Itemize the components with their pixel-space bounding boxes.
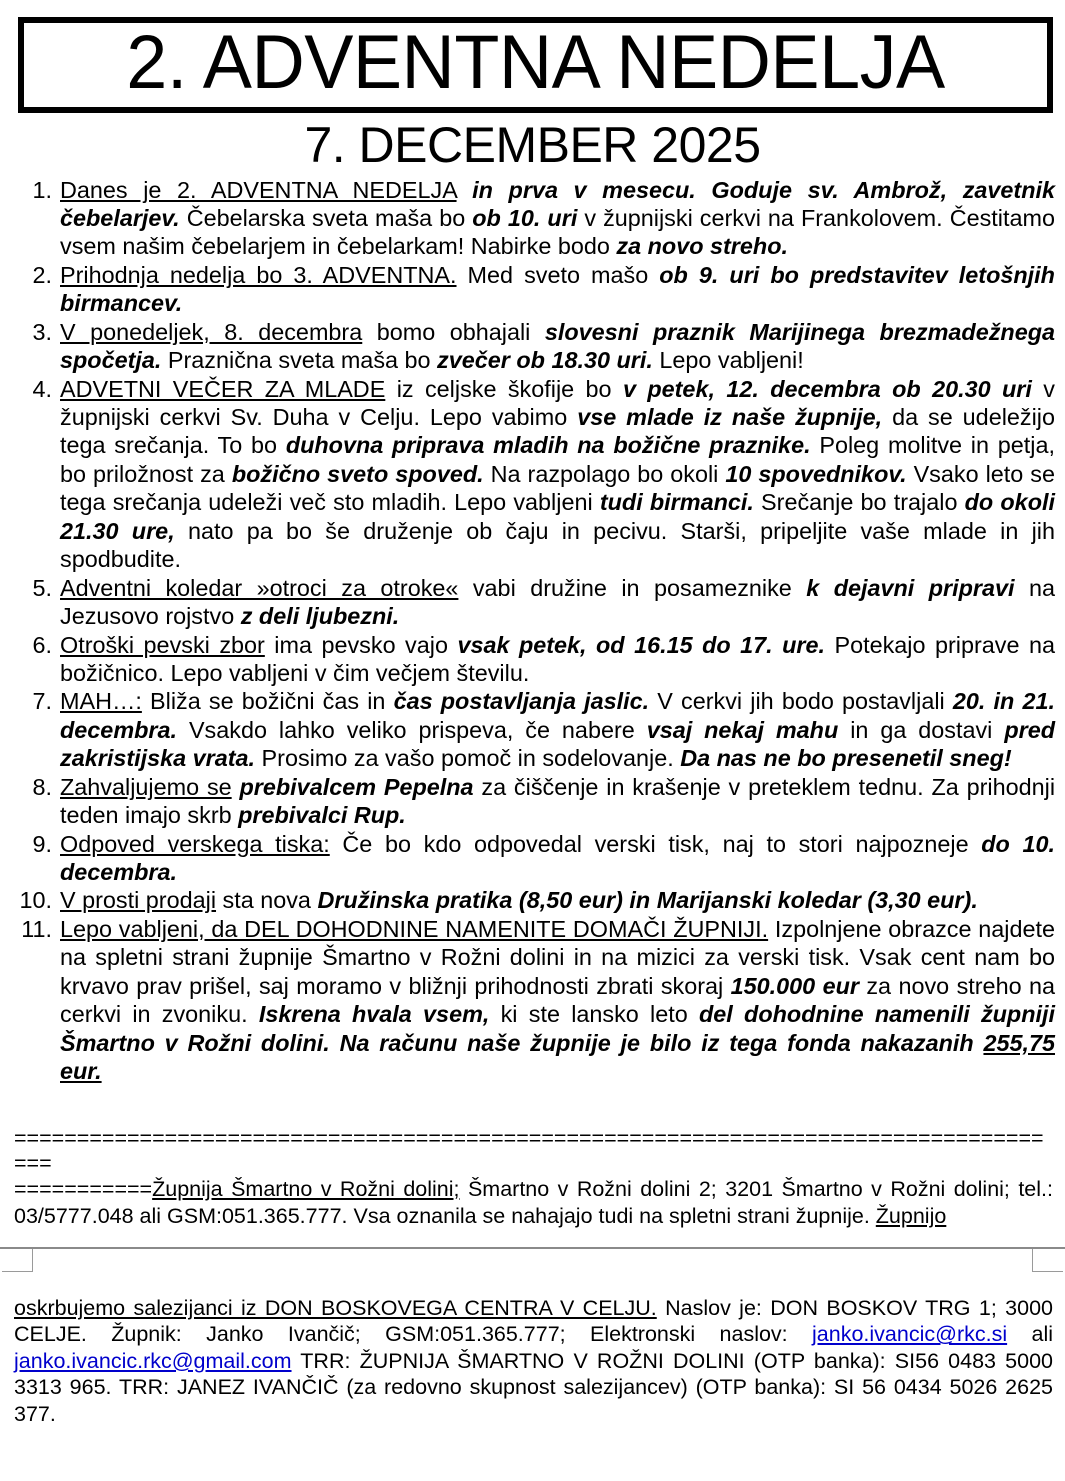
notice-segment: za čiščenje in krašenje v preteklem tednu. Za prihodnji teden imajo skrb bbox=[60, 773, 1056, 829]
notice-item bbox=[14, 687, 1055, 772]
separator-equals-line: ===================================================================================== bbox=[14, 1125, 1044, 1175]
notice-segment: do 10. decembra. bbox=[60, 830, 1056, 885]
notice-segment: MAH…: bbox=[60, 688, 142, 715]
notice-segment: Izpolnjene obrazce najdete na spletni strani župnije Šmartno v Rožni dolini in na mizici za verski tisk. Vsak cent nam bo krvavo prav prišel, saj moramo v bližnji prihodnosti zbrati skoraj bbox=[60, 915, 1056, 999]
notice-text bbox=[60, 375, 1055, 574]
notice-segment: slovesni praznik Marijinega brezmadežnega spočetja. bbox=[60, 318, 1055, 374]
notice-text bbox=[60, 687, 1055, 772]
notice-number: 5. bbox=[32, 574, 52, 601]
notice-number: 4. bbox=[32, 375, 52, 402]
notice-segment: Da nas ne bo presenetil sneg! bbox=[680, 745, 1012, 772]
notice-text bbox=[60, 574, 1055, 631]
notice-segment: 20. in 21. decembra. bbox=[60, 688, 1055, 743]
notice-segment bbox=[457, 177, 473, 203]
notice-segment: nato pa bo še druženje ob čaju in pecivu. Starši, pripeljite vaše mlade in jih spodbudite. bbox=[60, 517, 1055, 573]
notice-text bbox=[60, 886, 1055, 914]
notice-segment: Bliža se božični čas in bbox=[141, 688, 394, 715]
salesian-paragraph bbox=[14, 1295, 1053, 1428]
notice-segment: Lepo vabljeni! bbox=[652, 347, 804, 374]
page-break-marker bbox=[0, 1239, 1065, 1273]
footer-contact-block bbox=[14, 1126, 1053, 1230]
notice-item bbox=[14, 176, 1055, 261]
notice-segment: pred zakristijska vrata. bbox=[60, 716, 1055, 772]
notice-segment: del dohodnine namenili župniji Šmartno v Rožni dolini. Na računu naše župnije je bilo iz tega fonda nakazanih bbox=[60, 1001, 1056, 1056]
notice-item bbox=[14, 915, 1055, 1086]
notice-item bbox=[14, 318, 1055, 375]
notice-segment: v petek, 12. decembra ob 20.30 uri bbox=[622, 375, 1032, 402]
notice-item bbox=[14, 830, 1055, 887]
page-corner-mark-right bbox=[1032, 1249, 1063, 1272]
notice-segment: Družinska pratika (8,50 eur) in Marijanski koledar (3,30 eur). bbox=[317, 887, 978, 914]
notice-number: 11. bbox=[21, 915, 52, 942]
notice-item bbox=[14, 375, 1055, 574]
page-corner-mark-left bbox=[2, 1249, 33, 1272]
notice-segment: in prva v mesecu. Goduje sv. Ambrož, zavetnik čebelarjev. bbox=[60, 176, 1056, 231]
notice-segment: čas postavljanja jaslic. bbox=[393, 688, 650, 715]
notice-number: 9. bbox=[32, 830, 52, 857]
parish-contact-paragraph bbox=[14, 1176, 1053, 1229]
notice-segment: 150.000 eur bbox=[730, 972, 859, 999]
notice-number: 3. bbox=[32, 318, 52, 345]
parish-address: Šmartno v Rožni dolini 2; 3201 Šmartno v Rožni dolini; tel.: 03/5777.048 ali GSM:051.365.777. Vsa oznanila se nahajajo tudi na spletni strani župnije. bbox=[14, 1177, 1053, 1228]
notice-segment: Zahvaljujemo se bbox=[60, 773, 232, 800]
announcement-page bbox=[0, 17, 1065, 1481]
notice-segment: vabi družine in posameznike bbox=[458, 574, 807, 601]
notice-segment bbox=[232, 774, 240, 800]
notice-number: 8. bbox=[32, 773, 52, 800]
notice-segment: za novo streho. bbox=[616, 233, 788, 260]
notice-item bbox=[14, 574, 1055, 631]
notice-segment: da se udeležijo tega srečanja. To bo bbox=[60, 404, 1055, 459]
notice-segment: Poleg molitve in petja, bo priložnost za bbox=[60, 432, 1055, 487]
page-title: 2. ADVENTNA NEDELJA bbox=[126, 20, 945, 105]
notice-segment: prebivalcem Pepelna bbox=[239, 773, 474, 800]
notice-segment: Odpoved verskega tiska: bbox=[60, 830, 330, 857]
notice-segment: v župnijski cerkvi Sv. Duha v Celju. Lepo vabimo bbox=[60, 375, 1055, 430]
notice-text bbox=[60, 915, 1055, 1086]
notice-segment: Srečanje bo trajalo bbox=[753, 489, 965, 516]
bank-account-details: TRR: ŽUPNIJA ŠMARTNO V ROŽNI DOLINI (OTP banka): SI56 0483 5000 3313 965. TRR: JANEZ IVANČIČ (za redovno skupnost salezijancev) (OTP banka): SI 56 0434 5026 2625 377. bbox=[14, 1348, 1053, 1426]
notice-segment: za novo streho na cerkvi in zvoniku. bbox=[60, 972, 1055, 1028]
notice-segment: Potekajo priprave na božičnico. Lepo vabljeni v čim večjem številu. bbox=[60, 631, 1055, 686]
notice-segment: ob 10. uri bbox=[472, 204, 578, 231]
notice-segment: Vsako leto se tega srečanja udeleži več sto mladih. Lepo vabljeni bbox=[60, 460, 1055, 516]
notice-item bbox=[14, 631, 1055, 688]
notice-number: 6. bbox=[32, 631, 52, 658]
notice-segment: tudi birmanci. bbox=[599, 489, 754, 516]
notice-item bbox=[14, 773, 1055, 830]
notice-segment: Lepo vabljeni, da DEL DOHODNINE NAMENITE DOMAČI ŽUPNIJI. bbox=[60, 915, 769, 942]
notice-text bbox=[60, 176, 1055, 261]
page-break-rule bbox=[0, 1247, 1065, 1249]
notice-segment: duhovna priprava mladih na božične praznike. bbox=[285, 432, 811, 459]
notice-segment: Iskrena hvala vsem, bbox=[258, 1001, 490, 1028]
notice-number: 7. bbox=[32, 688, 52, 715]
notice-segment: Če bo kdo odpovedal verski tisk, naj to stori najpozneje bbox=[329, 830, 982, 857]
email-link-rkc[interactable]: janko.ivancic@rkc.si bbox=[812, 1322, 1008, 1347]
notice-segment: ADVETNI VEČER ZA MLADE bbox=[60, 375, 386, 402]
notice-segment: V cerkvi jih bodo postavljali bbox=[649, 688, 953, 715]
notice-segment: Prosimo za vašo pomoč in sodelovanje. bbox=[255, 745, 681, 772]
notice-segment: k dejavni pripravi bbox=[806, 574, 1015, 601]
notice-text bbox=[60, 318, 1055, 375]
notice-segment: ima pevsko vajo bbox=[264, 631, 458, 658]
notice-segment: in ga dostavi bbox=[838, 716, 1005, 743]
parish-name: Župnija Šmartno v Rožni dolini; bbox=[152, 1177, 460, 1202]
lead-equals: =========== bbox=[14, 1177, 153, 1202]
notice-segment: zvečer ob 18.30 uri. bbox=[437, 347, 653, 374]
notice-segment: 255,75 eur. bbox=[60, 1029, 1055, 1085]
notice-segment: ob 9. uri bo predstavitev letošnjih birmancev. bbox=[60, 261, 1055, 317]
notice-segment: Čebelarska sveta maša bo bbox=[179, 204, 473, 231]
page-date: 7. DECEMBER 2025 bbox=[304, 117, 761, 173]
notice-item bbox=[14, 261, 1055, 318]
email-conjunction: ali bbox=[1007, 1322, 1053, 1347]
notice-text bbox=[60, 261, 1055, 318]
notice-segment: Adventni koledar »otroci za otroke« bbox=[60, 574, 459, 601]
notice-segment: Med sveto mašo bbox=[456, 261, 660, 288]
notice-segment: vsaj nekaj mahu bbox=[646, 716, 839, 743]
notice-segment: Danes je 2. ADVENTNA NEDELJA bbox=[60, 176, 457, 203]
notice-text bbox=[60, 830, 1055, 887]
notice-text bbox=[60, 773, 1055, 830]
notice-text bbox=[60, 631, 1055, 688]
footer-continued-word: Župnijo bbox=[875, 1203, 947, 1228]
notice-list bbox=[14, 176, 1055, 1086]
title-box bbox=[18, 17, 1053, 113]
email-link-gmail[interactable]: janko.ivancic.rkc@gmail.com bbox=[14, 1348, 292, 1373]
notice-segment: sta nova bbox=[216, 887, 318, 914]
notice-segment: vse mlade iz naše župnije, bbox=[577, 404, 883, 430]
notice-segment: bomo obhajali bbox=[362, 318, 545, 345]
notice-segment: z deli ljubezni. bbox=[240, 603, 400, 630]
notice-number: 2. bbox=[32, 261, 52, 288]
notice-segment: na Jezusovo rojstvo bbox=[60, 574, 1055, 630]
notice-segment: Vsakdo lahko veliko prispeva, če nabere bbox=[177, 716, 647, 743]
notice-item bbox=[14, 886, 1055, 914]
notice-segment: v župnijski cerkvi na Frankolovem. Čestitamo vsem našim čebelarjem in čebelarkam! Nabirke bodo bbox=[60, 204, 1055, 260]
notice-segment: vsak petek, od 16.15 do 17. ure. bbox=[457, 631, 826, 658]
notice-segment: 10 spovednikov. bbox=[725, 460, 907, 487]
salesian-address: Naslov je: DON BOSKOV TRG 1; 3000 CELJE. Župnik: Janko Ivančič; GSM:051.365.777; Elektronski naslov: bbox=[14, 1295, 1053, 1347]
footer-salesian-block bbox=[14, 1295, 1053, 1428]
salesian-center-underlined: oskrbujemo salezijanci iz DON BOSKOVEGA CENTRA V CELJU. bbox=[14, 1295, 657, 1320]
notice-segment: Praznična sveta maša bo bbox=[161, 347, 438, 374]
notice-segment: iz celjske škofije bo bbox=[385, 375, 623, 402]
notice-segment: Otroški pevski zbor bbox=[60, 631, 265, 658]
notice-segment: V prosti prodaji bbox=[60, 887, 217, 914]
notice-segment: Na razpolago bo okoli bbox=[483, 460, 726, 487]
notice-segment: do okoli 21.30 ure, bbox=[60, 489, 1055, 544]
notice-number: 1. bbox=[32, 176, 52, 203]
notice-number: 10. bbox=[19, 887, 52, 914]
notice-segment: prebivalci Rup. bbox=[238, 802, 406, 829]
notice-segment: Prihodnja nedelja bo 3. ADVENTNA. bbox=[60, 261, 457, 288]
notice-segment: božično sveto spoved. bbox=[231, 460, 484, 487]
notice-segment: V ponedeljek, 8. decembra bbox=[60, 318, 363, 345]
notice-segment: ki ste lansko leto bbox=[489, 1001, 700, 1028]
